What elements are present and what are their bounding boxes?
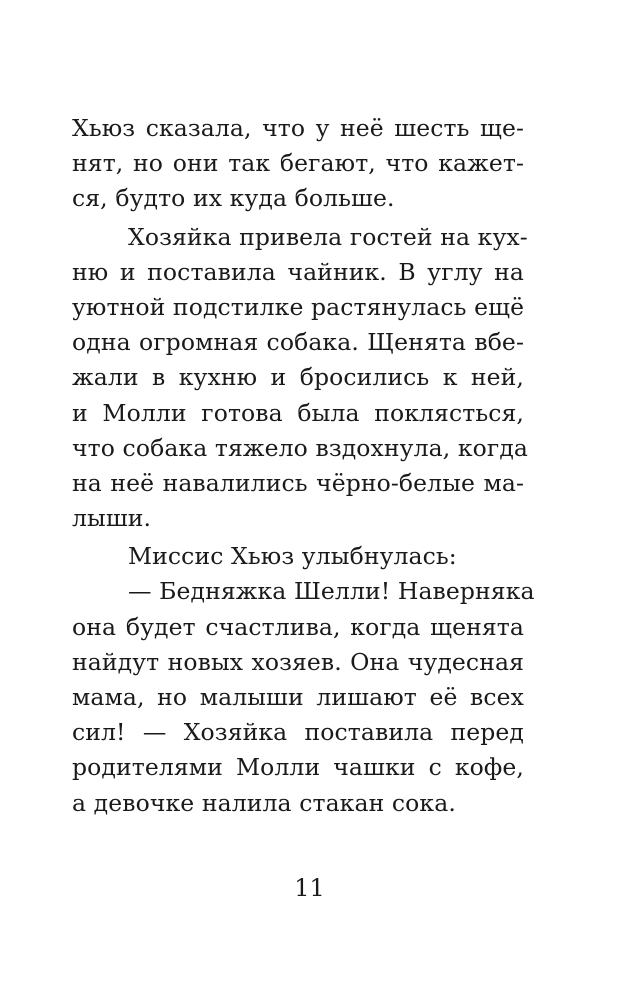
text-line: сил! — Хозяйка поставила перед xyxy=(72,718,524,747)
body-text xyxy=(72,111,535,821)
page-number: 11 xyxy=(294,874,325,902)
text-line: что собака тяжело вздохнула, когда xyxy=(72,433,529,462)
text-line: Хозяйка привела гостей на кух- xyxy=(128,222,528,251)
text-line: ню и поставила чайник. В углу на xyxy=(72,257,524,286)
text-line: мама, но малыши лишают её всех xyxy=(72,683,524,711)
text-line: а девочке налила стакан сока. xyxy=(72,788,456,817)
text-line: лыши. xyxy=(72,504,152,533)
text-line: на неё навалились чёрно-белые ма- xyxy=(72,468,524,497)
text-line: Миссис Хьюз улыбнулась: xyxy=(128,542,457,571)
text-line: она будет счастлива, когда щенята xyxy=(72,612,524,641)
text-line: одна огромная собака. Щенята вбе- xyxy=(72,328,524,357)
text-line: — Бедняжка Шелли! Наверняка xyxy=(128,577,535,606)
text-line: родителями Молли чашки с кофе, xyxy=(72,753,524,782)
text-line: уютной подстилке растянулась ещё xyxy=(72,292,525,321)
text-line: найдут новых хозяев. Она чудесная xyxy=(72,647,524,676)
text-line: и Молли готова была поклясться, xyxy=(72,398,524,427)
text-line: жали в кухню и бросились к ней, xyxy=(72,363,524,392)
text-line: Хьюз сказала, что у неё шесть ще- xyxy=(72,114,524,142)
text-line: нят, но они так бегают, что кажет- xyxy=(72,149,524,178)
text-line: ся, будто их куда больше. xyxy=(72,184,395,213)
